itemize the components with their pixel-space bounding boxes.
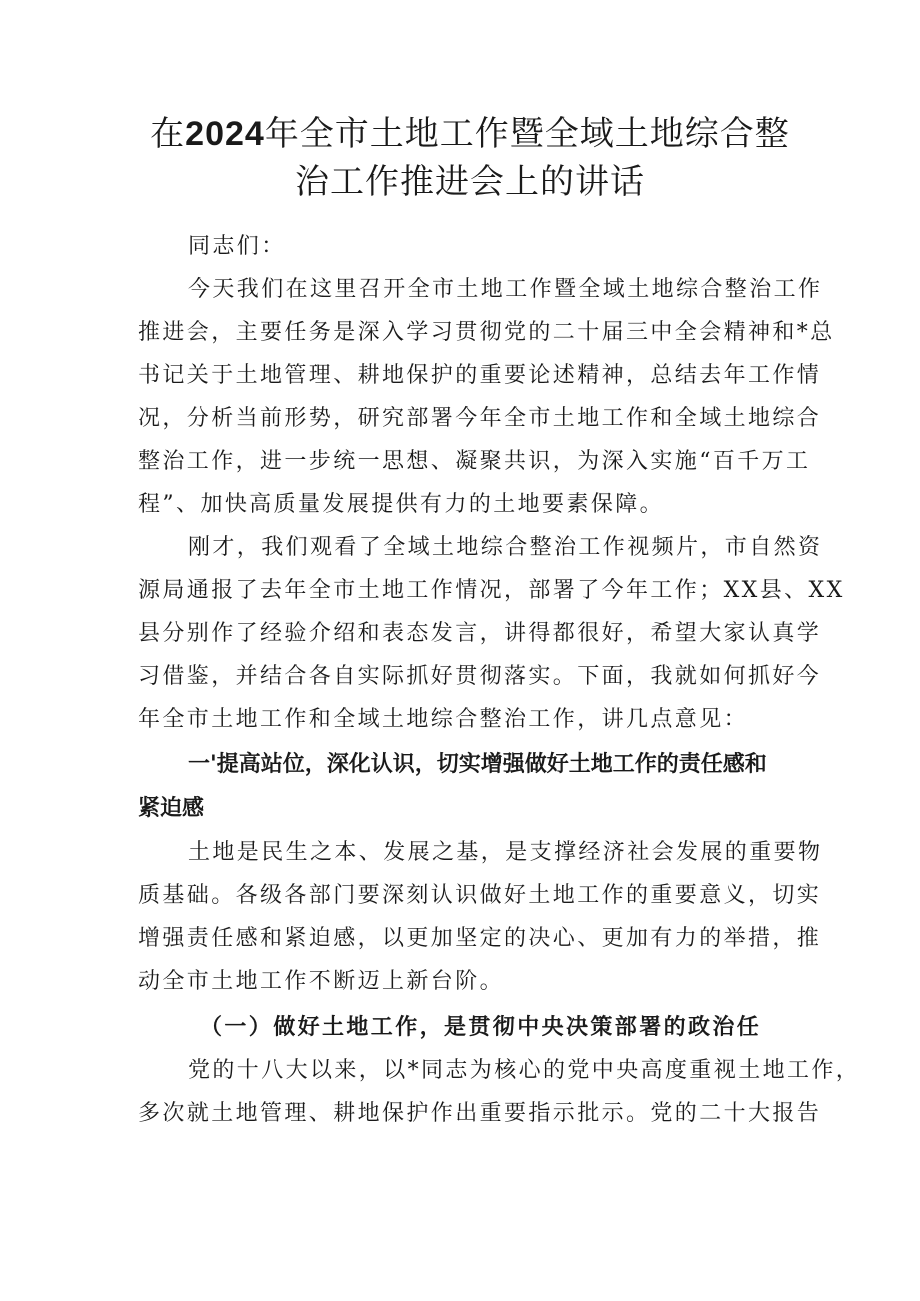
paragraph-line: 增强责任感和紧迫感，以更加坚定的决心、更加有力的举措，推: [138, 926, 822, 951]
title-year: 2024: [185, 115, 265, 153]
paragraph-line: 刚才，我们观看了全域土地综合整治工作视频片，市自然资: [188, 535, 823, 560]
paragraph-line: 县分别作了经验介绍和表态发言，讲得都很好，希望大家认真学: [138, 621, 822, 646]
paragraph-line: 年全市土地工作和全域土地综合整治工作，讲几点意见：: [138, 707, 749, 732]
paragraph-line: 源局通报了去年全市土地工作情况，部署了今年工作；XX县、XX: [138, 578, 845, 603]
paragraph-line: 质基础。各级各部门要深刻认识做好土地工作的重要意义，切实: [138, 883, 822, 908]
paragraph-line: 土地是民生之本、发展之基，是支撑经济社会发展的重要物: [188, 840, 823, 865]
paragraph-line: 程”、加快高质量发展提供有力的土地要素保障。: [138, 492, 665, 517]
paragraph-line: 今天我们在这里召开全市土地工作暨全域土地综合整治工作: [188, 277, 823, 302]
document-title-line-1: [140, 110, 800, 158]
paragraph-line: 多次就土地管理、耕地保护作出重要指示批示。党的二十大报告: [138, 1101, 822, 1126]
section-1-heading-cont: 紧迫感: [138, 796, 205, 821]
title-rest: 年全市土地工作暨全域土地综合整: [264, 114, 790, 154]
paragraph-line: 习借鉴，并结合各自实际抓好贯彻落实。下面，我就如何抓好今: [138, 664, 822, 689]
title-prefix: 在: [150, 114, 186, 154]
paragraph-line: 况，分析当前形势，研究部署今年全市土地工作和全域土地综合: [138, 406, 822, 431]
section-1-heading: 一'提高站位，深化认识，切实增强做好土地工作的责任感和: [188, 752, 767, 777]
paragraph-line: 书记关于土地管理、耕地保护的重要论述精神，总结去年工作情: [138, 363, 822, 388]
paragraph-line: 整治工作，进一步统一思想、凝聚共识，为深入实施“百千万工: [138, 449, 811, 474]
subheading-1: （一）做好土地工作，是贯彻中央决策部署的政治任: [200, 1014, 762, 1040]
paragraph-line: 推进会，主要任务是深入学习贯彻党的二十届三中全会精神和*总: [138, 320, 835, 345]
document-title-line-2: 治工作推进会上的讲话: [295, 162, 645, 202]
salutation: 同志们：: [188, 234, 286, 259]
paragraph-line: 党的十八大以来，以*同志为核心的党中央高度重视土地工作，: [188, 1058, 861, 1083]
paragraph-line: 动全市土地工作不断迈上新台阶。: [138, 969, 505, 994]
